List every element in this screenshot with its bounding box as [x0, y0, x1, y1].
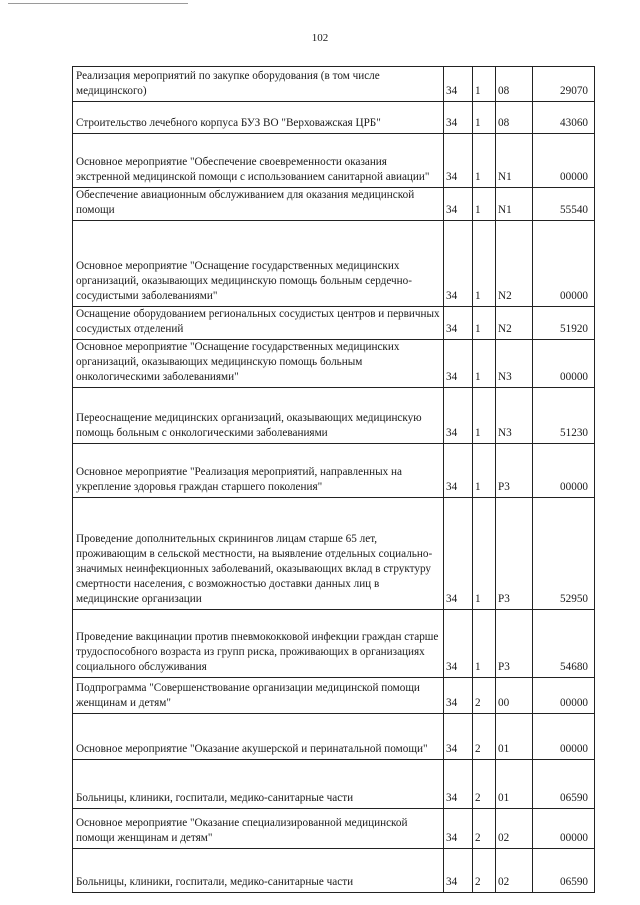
row-code-a: 34	[444, 67, 473, 102]
table-row	[73, 102, 595, 134]
table-row	[73, 849, 595, 893]
row-code-c: N2	[496, 221, 533, 307]
row-code-a: 34	[444, 444, 473, 498]
row-code-b: 1	[473, 188, 496, 221]
row-code-b: 2	[473, 678, 496, 714]
row-code-a: 34	[444, 340, 473, 388]
row-code-a: 34	[444, 134, 473, 188]
row-code-a: 34	[444, 498, 473, 610]
row-code-d: 00000	[533, 340, 595, 388]
row-code-d: 00000	[533, 809, 595, 849]
row-code-b: 1	[473, 610, 496, 678]
row-code-c: N2	[496, 307, 533, 340]
row-code-d: 55540	[533, 188, 595, 221]
row-code-b: 1	[473, 307, 496, 340]
row-code-b: 1	[473, 444, 496, 498]
row-code-d: 06590	[533, 760, 595, 809]
row-code-a: 34	[444, 610, 473, 678]
table-row	[73, 809, 595, 849]
row-code-a: 34	[444, 388, 473, 444]
table-row	[73, 388, 595, 444]
row-description: Основное мероприятие "Оснащение государственных медицинских организаций, оказывающих медицинскую помощь больным онкологическими заболеваниями"	[73, 340, 444, 388]
row-description: Реализация мероприятий по закупке оборудования (в том числе медицинского)	[73, 67, 444, 102]
row-code-c: 02	[496, 849, 533, 893]
table-row	[73, 498, 595, 610]
row-code-b: 1	[473, 388, 496, 444]
row-code-b: 1	[473, 67, 496, 102]
row-code-d: 00000	[533, 678, 595, 714]
row-code-c: N3	[496, 340, 533, 388]
row-code-a: 34	[444, 307, 473, 340]
row-code-a: 34	[444, 188, 473, 221]
row-code-b: 1	[473, 498, 496, 610]
row-code-c: 00	[496, 678, 533, 714]
row-code-c: 01	[496, 760, 533, 809]
row-code-a: 34	[444, 678, 473, 714]
row-code-c: 08	[496, 67, 533, 102]
table-row	[73, 67, 595, 102]
row-description: Проведение дополнительных скринингов лицам старше 65 лет, проживающим в сельской местности, на выявление отдельных социально-значимых неинфекционных заболеваний, оказывающих вклад в структуру смертности населения, с возможностью доставки данных лиц в медицинские организации	[73, 498, 444, 610]
row-description: Больницы, клиники, госпитали, медико-санитарные части	[73, 760, 444, 809]
row-code-c: N1	[496, 134, 533, 188]
table-row	[73, 340, 595, 388]
row-description: Подпрограмма "Совершенствование организации медицинской помощи женщинам и детям"	[73, 678, 444, 714]
table-row	[73, 134, 595, 188]
row-code-c: 08	[496, 102, 533, 134]
table-row	[73, 760, 595, 809]
table-row	[73, 678, 595, 714]
row-code-d: 51920	[533, 307, 595, 340]
row-code-c: N1	[496, 188, 533, 221]
row-code-c: N3	[496, 388, 533, 444]
row-description: Основное мероприятие "Оказание акушерской и перинатальной помощи"	[73, 714, 444, 760]
table-row	[73, 714, 595, 760]
table-row	[73, 221, 595, 307]
row-code-d: 00000	[533, 444, 595, 498]
row-code-a: 34	[444, 809, 473, 849]
row-description: Основное мероприятие "Реализация мероприятий, направленных на укрепление здоровья граждан старшего поколения"	[73, 444, 444, 498]
row-description: Проведение вакцинации против пневмококковой инфекции граждан старше трудоспособного возраста из групп риска, проживающих в организациях социального обслуживания	[73, 610, 444, 678]
top-rule	[8, 3, 188, 4]
row-description: Обеспечение авиационным обслуживанием для оказания медицинской помощи	[73, 188, 444, 221]
row-code-a: 34	[444, 714, 473, 760]
row-code-c: 02	[496, 809, 533, 849]
row-description: Строительство лечебного корпуса БУЗ ВО "Верховажская ЦРБ"	[73, 102, 444, 134]
row-code-b: 1	[473, 102, 496, 134]
row-code-c: P3	[496, 610, 533, 678]
row-code-d: 29070	[533, 67, 595, 102]
row-code-b: 2	[473, 849, 496, 893]
row-code-c: P3	[496, 498, 533, 610]
row-code-d: 00000	[533, 134, 595, 188]
row-code-d: 54680	[533, 610, 595, 678]
row-code-d: 51230	[533, 388, 595, 444]
row-description: Основное мероприятие "Обеспечение своевременности оказания экстренной медицинской помощи с использованием санитарной авиации"	[73, 134, 444, 188]
row-description: Переоснащение медицинских организаций, оказывающих медицинскую помощь больным с онкологическими заболеваниями	[73, 388, 444, 444]
row-description: Оснащение оборудованием региональных сосудистых центров и первичных сосудистых отделений	[73, 307, 444, 340]
row-code-b: 2	[473, 760, 496, 809]
row-code-c: P3	[496, 444, 533, 498]
budget-table	[72, 66, 595, 893]
row-code-d: 06590	[533, 849, 595, 893]
row-code-b: 1	[473, 221, 496, 307]
row-code-a: 34	[444, 221, 473, 307]
row-code-d: 52950	[533, 498, 595, 610]
table-row	[73, 610, 595, 678]
row-code-b: 2	[473, 714, 496, 760]
table-row	[73, 307, 595, 340]
row-code-b: 2	[473, 809, 496, 849]
row-description: Больницы, клиники, госпитали, медико-санитарные части	[73, 849, 444, 893]
row-code-a: 34	[444, 849, 473, 893]
row-description: Основное мероприятие "Оказание специализированной медицинской помощи женщинам и детям"	[73, 809, 444, 849]
row-code-d: 00000	[533, 221, 595, 307]
row-code-a: 34	[444, 760, 473, 809]
row-code-d: 00000	[533, 714, 595, 760]
row-code-b: 1	[473, 340, 496, 388]
row-code-d: 43060	[533, 102, 595, 134]
table-row	[73, 444, 595, 498]
row-code-a: 34	[444, 102, 473, 134]
table-row	[73, 188, 595, 221]
row-description: Основное мероприятие "Оснащение государственных медицинских организаций, оказывающих медицинскую помощь больным сердечно-сосудистыми заболеваниями"	[73, 221, 444, 307]
row-code-b: 1	[473, 134, 496, 188]
row-code-c: 01	[496, 714, 533, 760]
page-number: 102	[311, 32, 329, 44]
